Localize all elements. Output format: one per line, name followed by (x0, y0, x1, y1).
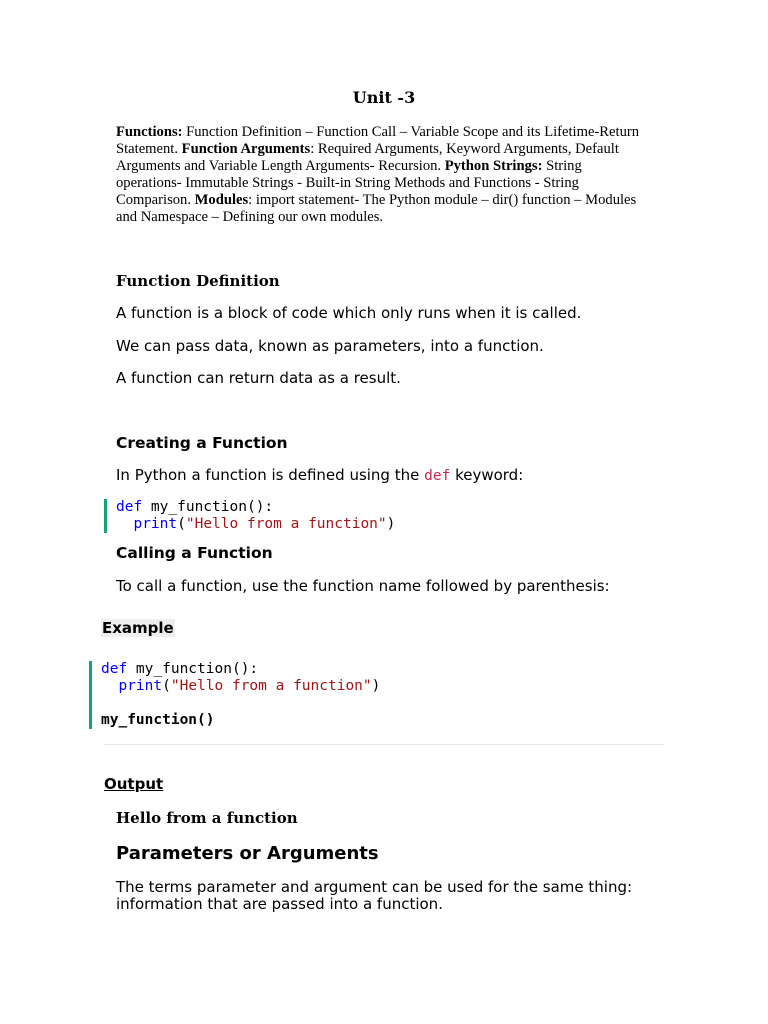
close-paren: ) (386, 516, 396, 532)
creating-code-block (104, 499, 395, 533)
page-title: Unit -3 (352, 88, 416, 107)
arguments-text: : Required Arguments, Keyword Arguments, Default Arguments and Variable Length Arguments- Recursion. (116, 140, 619, 174)
output-label: Output (104, 775, 164, 793)
creating-intro-before: In Python a function is defined using the (116, 466, 425, 484)
strings-label: Python Strings: (444, 157, 543, 174)
close-paren: ) (371, 678, 381, 694)
example-line-blank (101, 695, 380, 712)
output-result: Hello from a function (116, 809, 298, 827)
functions-label: Functions: (116, 124, 183, 140)
modules-text: : import statement- The Python module – dir() function – Modules and Namespace – Defining our own modules. (116, 191, 637, 225)
definition-paragraph-2: We can pass data, known as parameters, into a function. (116, 337, 544, 355)
definition-paragraph-1: A function is a block of code which only runs when it is called. (116, 304, 582, 322)
function-definition-heading: Function Definition (116, 272, 280, 290)
def-keyword: def (101, 661, 128, 677)
syllabus-paragraph (116, 124, 644, 225)
function-signature: my_function(): (142, 499, 274, 515)
strings-text: String operations- Immutable Strings - Built-in String Methods and Functions - String Comparison. (116, 157, 582, 208)
calling-intro: To call a function, use the function name followed by parenthesis: (116, 577, 610, 595)
function-signature: my_function(): (127, 661, 259, 677)
string-literal: "Hello from a function" (185, 516, 387, 532)
example-line-print (101, 678, 380, 695)
def-inline-code: def (424, 468, 451, 484)
def-keyword: def (116, 499, 143, 515)
modules-label: Modules (194, 191, 249, 208)
divider (104, 744, 664, 745)
example-line-call: my_function() (101, 712, 215, 728)
parameters-paragraph: The terms parameter and argument can be used for the same thing: information that are passed into a function. (116, 878, 633, 913)
print-function: print (133, 516, 178, 532)
open-paren: ( (177, 516, 186, 532)
example-line-def (101, 661, 380, 678)
parameters-heading: Parameters or Arguments (116, 843, 379, 864)
functions-text: Function Definition – Function Call – Variable Scope and its Lifetime-Return Statement. (116, 124, 640, 157)
code-line-def (116, 499, 395, 516)
example-label: Example (102, 619, 174, 637)
creating-intro-after: keyword: (450, 466, 524, 484)
print-function: print (118, 678, 163, 694)
string-literal: "Hello from a function" (170, 678, 372, 694)
code-line-print (116, 516, 395, 533)
definition-paragraph-3: A function can return data as a result. (116, 369, 401, 387)
example-code-block (89, 661, 380, 729)
calling-function-heading: Calling a Function (116, 544, 273, 562)
creating-intro (116, 466, 523, 484)
creating-function-heading: Creating a Function (116, 434, 288, 452)
open-paren: ( (162, 678, 171, 694)
arguments-label: Function Arguments (181, 140, 311, 157)
